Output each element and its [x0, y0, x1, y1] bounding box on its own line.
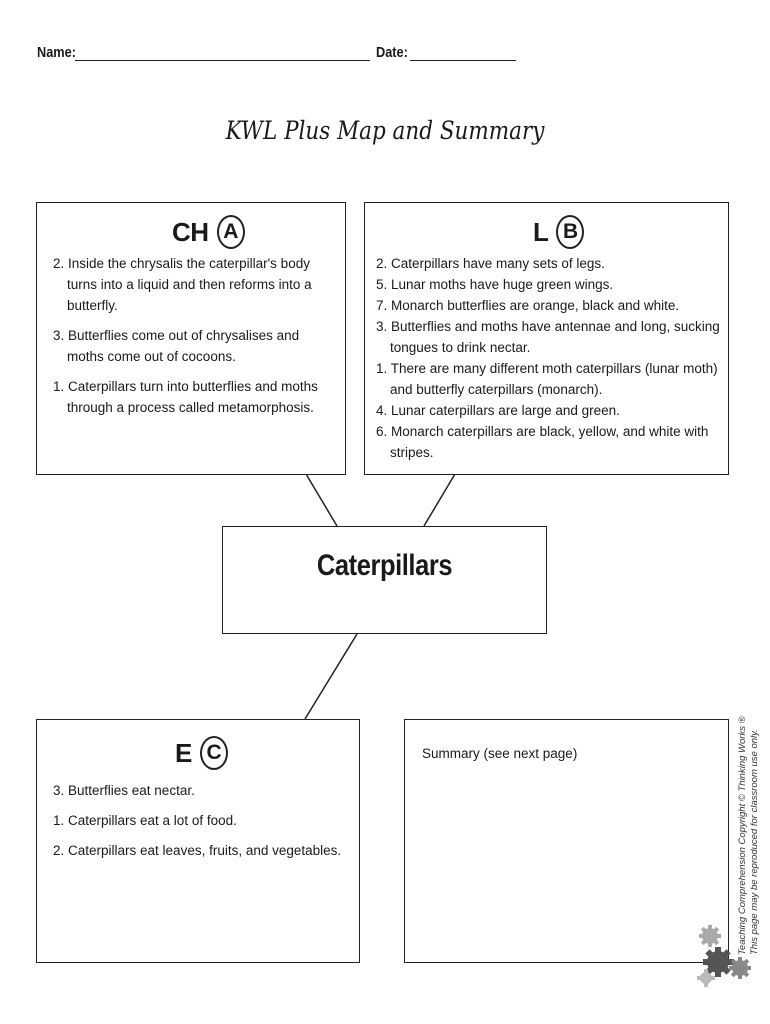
e-item: 2. Caterpillars eat leaves, fruits, and vegetables.: [53, 843, 342, 858]
l-badge-circle: B: [556, 215, 584, 249]
ch-item: 3. Butterflies come out of chrysalises and moths come out of cocoons.: [53, 328, 300, 364]
page-title: KWL Plus Map and Summary: [225, 116, 545, 145]
e-item: 1. Caterpillars eat a lot of food.: [53, 813, 237, 828]
ch-item: 2. Inside the chrysalis the caterpillar's body turns into a liquid and then reforms into a butterfly.: [53, 256, 312, 313]
date-label: Date:: [376, 44, 408, 61]
connector-l: [424, 474, 455, 526]
e-badge-circle: C: [200, 736, 228, 770]
copyright-notice: [737, 655, 761, 955]
ch-heading-text: CH: [172, 216, 209, 247]
ch-item: 1. Caterpillars turn into butterflies and moths through a process called metamorphosis.: [53, 379, 318, 415]
connector-ch: [306, 474, 337, 526]
ch-items-list: [53, 253, 339, 427]
e-items-list: [53, 780, 353, 870]
e-heading-text: E: [175, 737, 192, 768]
ch-heading: [172, 215, 245, 249]
name-label: Name:: [37, 44, 76, 61]
l-item: 6. Monarch caterpillars are black, yellow, and white with stripes.: [376, 424, 709, 460]
center-topic-box: [222, 526, 547, 634]
l-item: 7. Monarch butterflies are orange, black and white.: [376, 298, 680, 313]
l-item: 4. Lunar caterpillars are large and green.: [376, 403, 620, 418]
e-heading: [175, 736, 228, 770]
summary-text: Summary (see next page): [422, 746, 578, 761]
summary-box[interactable]: [404, 719, 729, 963]
ch-badge-circle: A: [217, 215, 245, 249]
e-item: 3. Butterflies eat nectar.: [53, 783, 195, 798]
connector-e: [305, 634, 357, 719]
gears-logo-icon: [696, 922, 756, 992]
l-heading: [533, 215, 584, 249]
center-topic-label: Caterpillars: [316, 549, 453, 582]
l-heading-text: L: [533, 216, 549, 247]
l-item: 5. Lunar moths have huge green wings.: [376, 277, 614, 292]
ch-box: [36, 202, 346, 475]
l-item: 1. There are many different moth caterpillars (lunar moth) and butterfly caterpillars (monarch).: [376, 361, 718, 397]
l-item: 2. Caterpillars have many sets of legs.: [376, 256, 605, 271]
e-box: [36, 719, 360, 963]
l-items-list: [376, 253, 726, 463]
l-box: [364, 202, 729, 475]
copyright-line-2: This page may be reproduced for classroom use only.: [749, 729, 760, 955]
copyright-line-1: Teaching Comprehension Copyright © Thinking Works ®: [737, 716, 748, 955]
l-item: 3. Butterflies and moths have antennae and long, sucking tongues to drink nectar.: [376, 319, 720, 355]
